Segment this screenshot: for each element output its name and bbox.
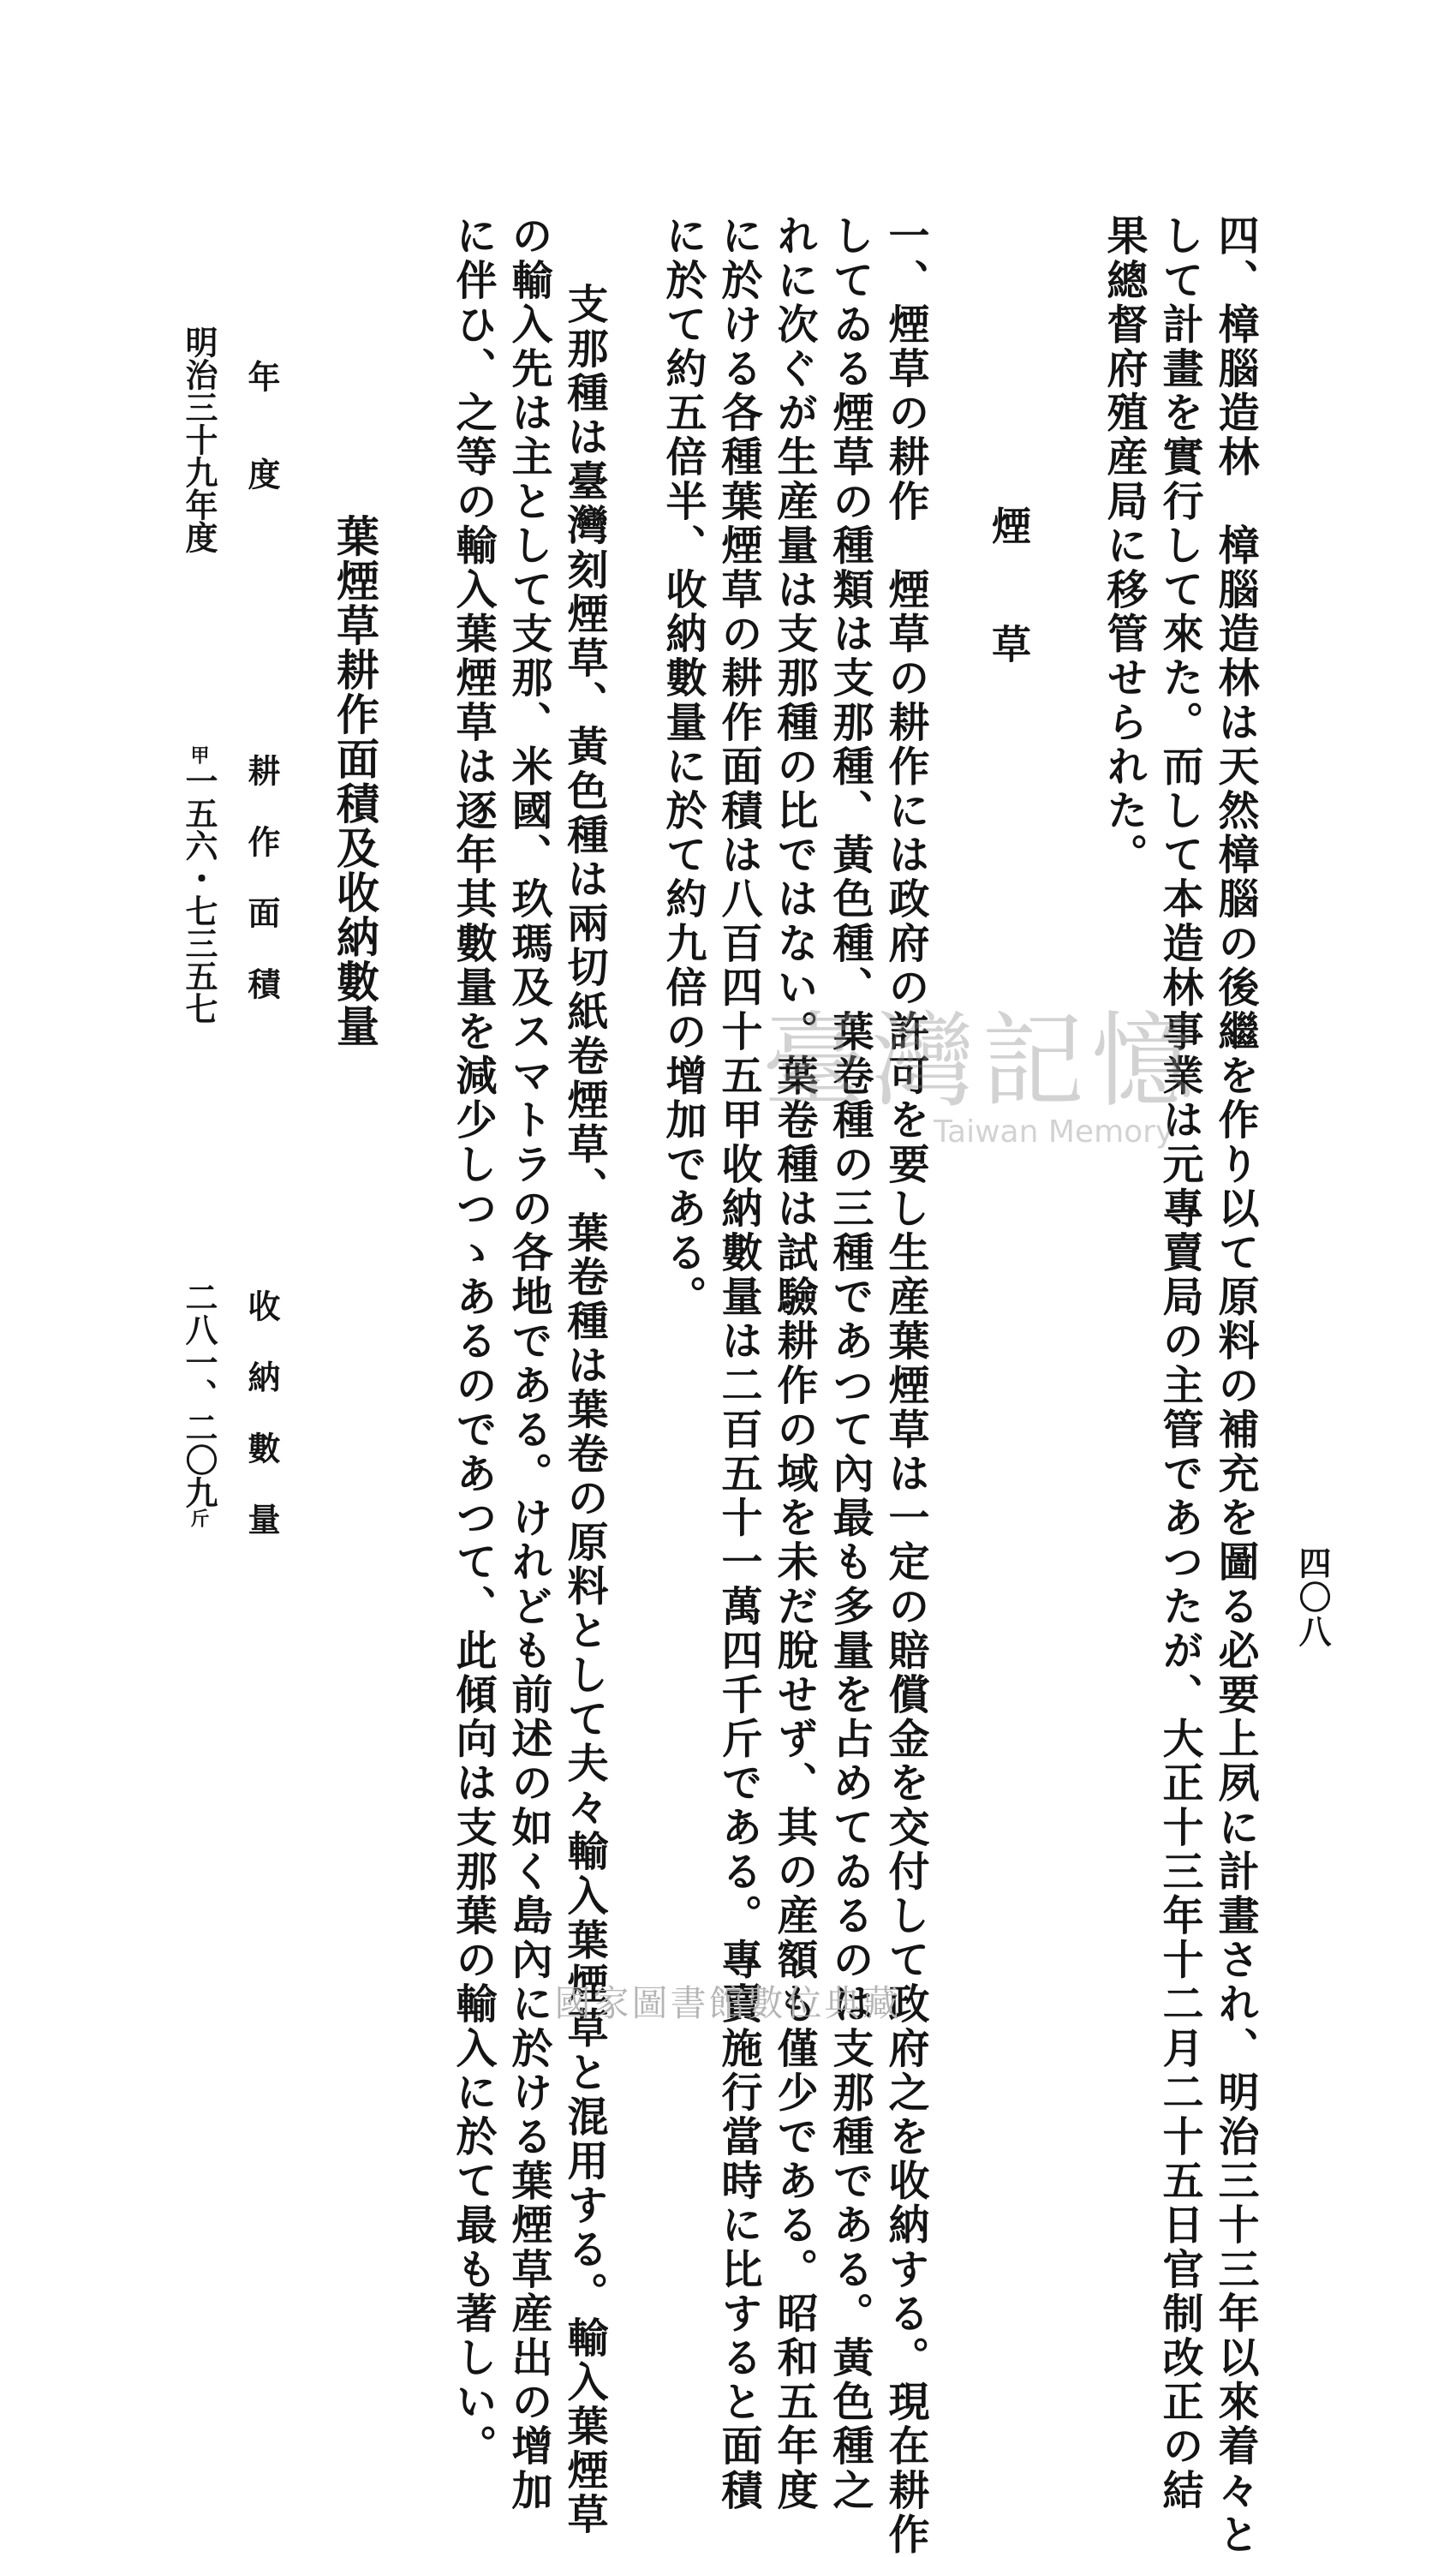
table-row-area-unit: 甲 — [188, 745, 210, 764]
paragraph-2-line-3: に伴ひ、之等の輸入葉煙草は逐年其數量を減少しつゝあるのであつて、此傾向は支那葉の輸入に於て最も著しい。 — [449, 214, 497, 2469]
table-row-quantity — [176, 1281, 223, 1527]
watermark — [762, 1002, 1208, 1178]
table-title: 葉煙草耕作面積及收納數量 — [330, 514, 380, 1048]
paragraph-4-line-2: して計畫を實行して來た。而して本造林事業は元專賣局の主管であつたが、大正十三年十二月二十五日官制改正の結 — [1155, 214, 1203, 2513]
paragraph-1-line-1: 一、煙草の耕作 煙草の耕作には政府の許可を要し生産葉煙草は一定の賠償金を交付して政府之を收納する。現在耕作 — [881, 214, 929, 2557]
table-row-quantity-unit: 斤 — [188, 1509, 210, 1527]
watermark-logo: 臺灣記憶 — [762, 1002, 1201, 1121]
watermark-text: Taiwan Memory — [934, 1114, 1174, 1150]
paragraph-4-line-1: 四、樟腦造林 樟腦造林は天然樟腦の後繼を作り以て原料の補充を圖る必要上夙に計畫され、明治三十三年以來着々と — [1211, 214, 1259, 2557]
section-heading: 煙 草 — [986, 505, 1032, 663]
table-row-quantity-value: 二八一、二〇九 — [180, 1281, 218, 1509]
table-header-year: 年 度 — [242, 360, 281, 490]
table-row-area-value: 一五六・七三五七 — [180, 764, 218, 1025]
paragraph-1-line-5: に於て約五倍半、收納數量に於て約九倍の增加である。 — [659, 214, 707, 1319]
paragraph-1-line-3: れに次ぐが生産量は支那種の比ではない。葉卷種は試驗耕作の域を未だ脫せず、其の産額も僅少である。昭和五年度 — [770, 214, 818, 2513]
page-number: 四〇八 — [1293, 1546, 1332, 1649]
paragraph-1-line-4: に於ける各種葉煙草の耕作面積は八百四十五甲收納數量は二百五十一萬四千斤である。專賣施行當時に比すると面積 — [714, 214, 762, 2513]
paragraph-2-line-1: 支那種は臺灣刻煙草、黃色種は兩切紙卷煙草、葉卷種は葉卷の原料として夫々輸入葉煙草と混用する。輸入葉煙草 — [560, 283, 608, 2537]
paragraph-1-line-2: してゐる煙草の種類は支那種、黃色種、葉卷種の三種であつて內最も多量を占めてゐるのは支那種である。黃色種之 — [826, 214, 874, 2513]
paragraph-2-line-2: の輸入先は主として支那、米國、玖瑪及スマトラの各地である。けれども前述の如く島內に於ける葉煙草産出の增加 — [504, 214, 552, 2513]
table-row-year: 明治三十九年度 — [180, 326, 218, 553]
table-header-area: 耕 作 面 積 — [242, 754, 281, 1000]
table-header-quantity: 收 納 數 量 — [242, 1289, 281, 1535]
table-row-area — [176, 745, 223, 1025]
paragraph-4-line-3: 果總督府殖産局に移管せられた。 — [1100, 214, 1148, 877]
footer-credit: 國家圖書館數位典藏 — [554, 1982, 902, 2024]
